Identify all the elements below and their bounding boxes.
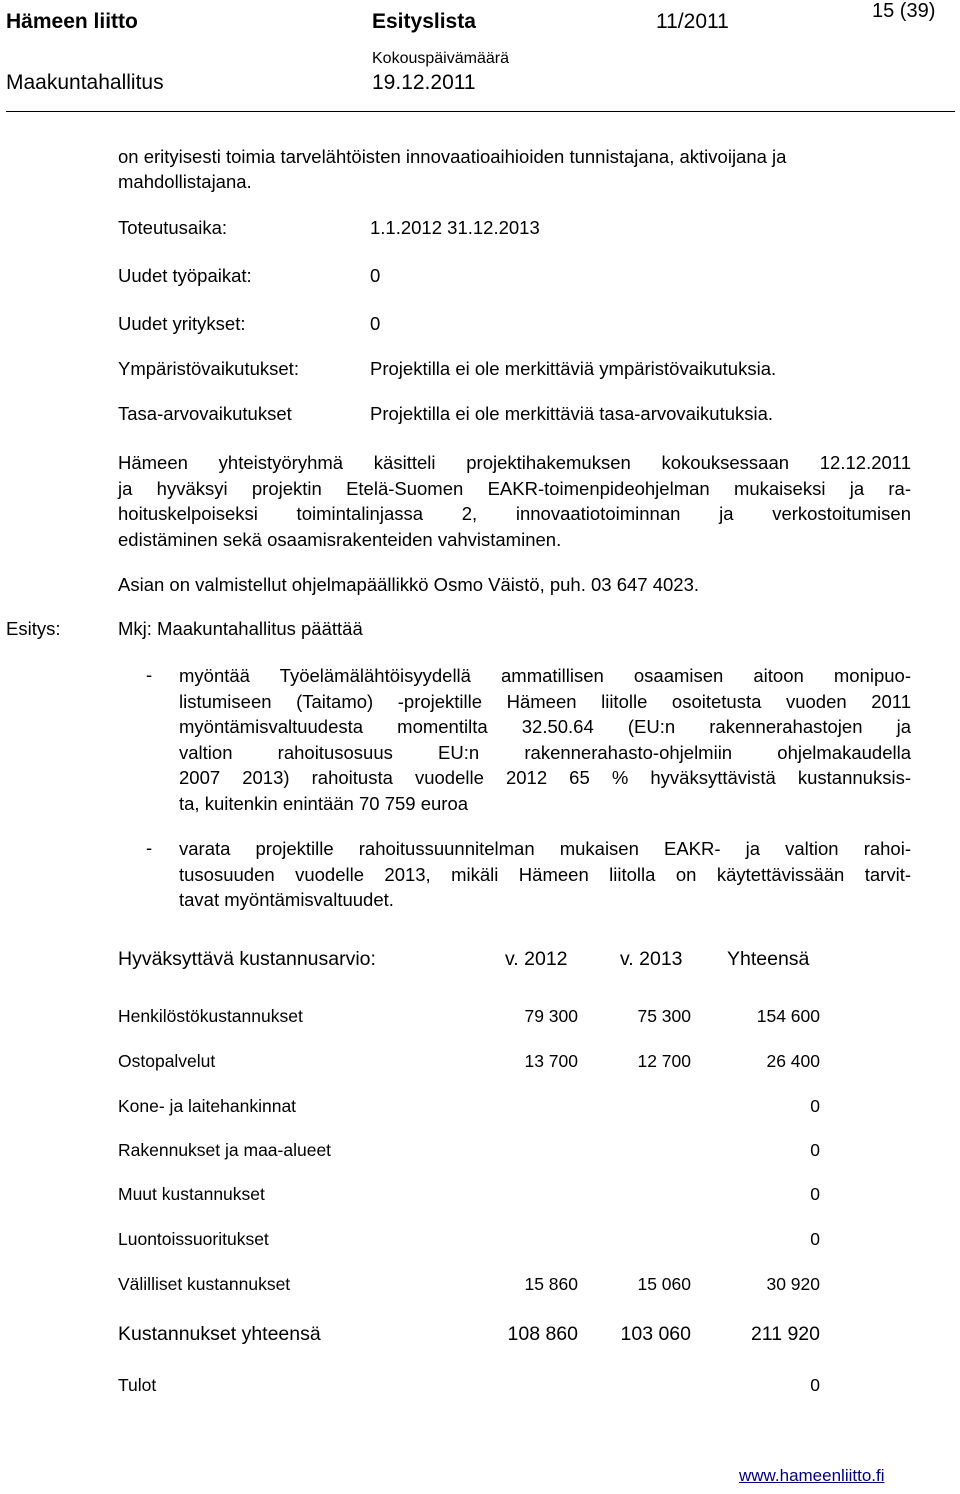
budget-title: Hyväksyttävä kustannusarvio:: [118, 948, 376, 970]
fact-value-duration: 1.1.2012 31.12.2013: [370, 217, 540, 238]
budget-row-2012: 15 860: [524, 1274, 578, 1294]
budget-col-2013: v. 2013: [620, 948, 683, 970]
meeting-date-label: Kokouspäivämäärä: [372, 50, 509, 67]
decision-line: ja hyväksyi projektin Etelä-Suomen EAKR-toimenpideohjelman mukaiseksi ja ra-: [118, 477, 911, 499]
fact-label-equality: Tasa-arvovaikutukset: [118, 403, 292, 424]
bullet-line: 2007 2013) rahoitusta vuodelle 2012 65 % hyväksyttävistä kustannuksis-: [179, 767, 911, 789]
budget-row-label: Muut kustannukset: [118, 1184, 265, 1204]
budget-total-2012: 108 860: [507, 1323, 578, 1345]
bullet-dash: -: [146, 837, 153, 858]
bullet-line: varata projektille rahoitussuunnitelman mukaisen EAKR- ja valtion rahoi-: [179, 838, 911, 859]
budget-row-2013: 15 060: [637, 1274, 691, 1294]
committee-name: Maakuntahallitus: [6, 71, 164, 94]
decision-line: edistäminen sekä osaamisrakenteiden vahvistaminen.: [118, 528, 562, 550]
budget-row-label: Henkilöstökustannukset: [118, 1006, 303, 1026]
budget-row-total: 154 600: [756, 1006, 820, 1026]
budget-row-label: Kone- ja laitehankinnat: [118, 1096, 297, 1116]
budget-row-2012: 13 700: [524, 1051, 578, 1071]
fact-label-duration: Toteutusaika:: [118, 217, 228, 238]
budget-col-total: Yhteensä: [727, 948, 810, 970]
proposal-text: Mkj: Maakuntahallitus päättää: [118, 618, 363, 639]
budget-row-total: 30 920: [766, 1274, 820, 1294]
decision-paragraph: [118, 450, 911, 552]
fact-value-environment: Projektilla ei ole merkittäviä ympäristövaikutuksia.: [370, 358, 777, 379]
budget-total-2013: 103 060: [620, 1323, 691, 1345]
budget-total-label: Kustannukset yhteensä: [118, 1323, 321, 1345]
budget-row-label: Ostopalvelut: [118, 1051, 216, 1071]
issue-number: 11/2011: [656, 10, 729, 33]
budget-row-total: 0: [810, 1140, 820, 1160]
fact-label-new-companies: Uudet yritykset:: [118, 313, 246, 334]
budget-total-sum: 211 920: [750, 1323, 820, 1345]
bullet-dash: -: [146, 664, 153, 685]
income-label: Tulot: [118, 1375, 157, 1395]
organization-name: Hämeen liitto: [6, 10, 138, 33]
intro-line-2: mahdollistajana.: [118, 171, 252, 192]
decision-line: hoituskelpoiseksi toimintalinjassa 2, innovaatiotoiminnan ja verkostoitumisen: [118, 503, 911, 525]
footer-website-link[interactable]: www.hameenliitto.fi: [739, 1466, 885, 1485]
bullet-item-reserve: [179, 836, 911, 913]
fact-label-new-jobs: Uudet työpaikat:: [118, 265, 252, 286]
budget-row-total: 26 400: [766, 1051, 820, 1071]
budget-row-2012: 79 300: [524, 1006, 578, 1026]
budget-row-total: 0: [810, 1184, 820, 1204]
fact-value-equality: Projektilla ei ole merkittäviä tasa-arvovaikutuksia.: [370, 403, 774, 424]
page-number: 15 (39): [872, 0, 936, 22]
fact-label-environment: Ympäristövaikutukset:: [118, 358, 299, 379]
bullet-line: myöntämisvaltuudesta momentilta 32.50.64 (EU:n rakennerahastojen ja: [179, 716, 911, 738]
meeting-date: 19.12.2011: [372, 71, 476, 94]
budget-row-2013: 75 300: [637, 1006, 691, 1026]
budget-row-2013: 12 700: [637, 1051, 691, 1071]
budget-row-label: Rakennukset ja maa-alueet: [118, 1140, 332, 1160]
header-divider: [6, 111, 955, 112]
prepared-by: Asian on valmistellut ohjelmapäällikkö Osmo Väistö, puh. 03 647 4023.: [118, 574, 700, 595]
budget-row-total: 0: [810, 1096, 820, 1116]
bullet-line: myöntää Työelämälähtöisyydellä ammatillisen osaamisen aitoon monipuo-: [179, 665, 911, 686]
intro-line-1: on erityisesti toimia tarvelähtöisten innovaatioaihioiden tunnistajana, aktivoijana ja: [118, 146, 787, 167]
decision-line: Hämeen yhteistyöryhmä käsitteli projektihakemuksen kokouksessaan 12.12.2011: [118, 452, 911, 473]
bullet-line: tusosuuden vuodelle 2013, mikäli Hämeen liitolla on käytettävissään tarvit-: [179, 863, 911, 885]
proposal-label: Esitys:: [6, 618, 61, 639]
bullet-item-grant: [179, 663, 911, 817]
budget-col-2012: v. 2012: [505, 948, 568, 970]
document-type: Esityslista: [372, 10, 476, 33]
fact-value-new-jobs: 0: [370, 265, 381, 286]
budget-row-label: Välilliset kustannukset: [118, 1274, 291, 1294]
budget-row-label: Luontoissuoritukset: [118, 1229, 269, 1249]
income-total: 0: [810, 1375, 820, 1395]
bullet-line: tavat myöntämisvaltuudet.: [179, 889, 394, 911]
fact-value-new-companies: 0: [370, 313, 381, 334]
bullet-line: listumiseen (Taitamo) -projektille Hämeen liitolle osoitetusta vuoden 2011: [179, 690, 911, 712]
budget-row-total: 0: [810, 1229, 820, 1249]
bullet-line: ta, kuitenkin enintään 70 759 euroa: [179, 792, 469, 814]
bullet-line: valtion rahoitusosuus EU:n rakennerahasto-ohjelmiin ohjelmakaudella: [179, 741, 911, 763]
